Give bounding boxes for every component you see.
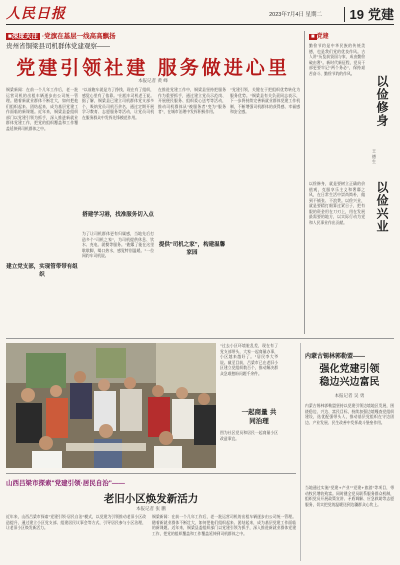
right-article-kicker: 内蒙古锡林郭勒盟—— [305, 354, 366, 360]
feature-kicker [6, 31, 116, 40]
bottom-article-kicker: 山西吕梁市探索"党建引领·居民自治"—— [6, 480, 125, 487]
feature-column-4: "党建引领，关键在于把组织优势转化为服务优势。"铜梁县有关负责同志表示，下一步将持续完善新就业群体党建工作机制，不断增强司机群体的获得感、幸福感和安全感。 [230, 87, 300, 114]
kicker-text: ·党旗在基层一线高高飘扬 [41, 33, 116, 40]
feature-column-2: "以前跑车就是为了挣钱，现在有了组织，感觉心里有了依靠。"出租车司机老王说。据了解，铜梁县已建立司机群体党支部多个，吸纳党员司机百余名，通过定期开展学习教育、志愿服务等活动，让党员司机在服务群众中发挥先锋模范作用。 [82, 87, 154, 120]
right-article-headline-line1: 强化党建引领 [319, 364, 380, 375]
commentary-label-tag: ■ [311, 34, 315, 40]
bottom-subtitle: 一起商量 共同治理 [241, 408, 277, 425]
right-article-headline [305, 363, 394, 389]
right-article-headline-line2: 稳边兴边富民 [319, 377, 380, 388]
feature-column-2b: 为了让司机群体更有归属感，当地先后打造多个"司机之家"，为司机提供休息、饮水、充电、就餐等服务。"跑累了能在这里歇歇脚，喝口热水，感觉特别温暖。"一位网约车司机说。 [82, 231, 154, 258]
feature-article [6, 31, 300, 334]
commentary-column [304, 31, 394, 334]
section-name: 党建 [367, 7, 394, 22]
bottom-article-body-2: 铜梁新闻：在前一个几年工作后，老一批运营司机的出租车辆逐步由公司统一管理。随着新就业群体不断壮大，如何把他们组织起来、团结起来，成为基层党建工作面临的新课题。近年来，铜梁县委组织部门以党建引领为抓手，深入推进新就业群体党建工作，把党的组织覆盖和工作覆盖延伸到司机群体之中。 [152, 514, 296, 536]
issue-date: 2023年7月4日 星期二 [269, 12, 322, 18]
page-number: 19 [344, 7, 364, 22]
feature-subtitle-3: 提供"司机之家"，构建温馨家园 [158, 242, 226, 256]
photo-caption: 图为社区党员和居民一起商量小区改造事宜。 [220, 430, 278, 441]
bottom-body-right-1: "过去小区环境脏乱差，现在有了党支部带头，大家一起商量办事，小区越来越好了。"居民李大爷说。截至目前，吕梁市已在老旧小区建立党组织数百个，推动解决群众急难愁盼问题千余件。 [220, 343, 278, 376]
feature-column-1: 铜梁新闻：在前一个几年工作后，老一批运营司机的出租车辆逐步由公司统一管理。随着新就业群体不断壮大，如何把他们组织起来、团结起来，成为基层党建工作面临的新课题。近年来，铜梁县委组织部门以党建引领为抓手，深入推进新就业群体党建工作，把党的组织覆盖和工作覆盖延伸到司机群体之中。 [6, 87, 78, 131]
masthead [6, 3, 394, 25]
feature-byline: 本报记者 黄 峰 [138, 79, 168, 84]
page-header [344, 4, 394, 23]
commentary-body-1: 勤俭节约是中华民族的传统美德，也是我们党的优良作风。古人讲"历览前贤国与家，成由勤俭破由奢"。新时代新征程，党员干部更要牢记"两个务必"，保持艰苦奋斗、勤俭节约的作风。 [309, 43, 365, 76]
commentary-label [309, 31, 329, 40]
news-photo [6, 343, 216, 468]
right-article-body-1: 内蒙古锡林郭勒盟坚持以党建引领边境地区发展，围绕稳边、兴边、富民目标，持续加强边境嘎查党组织建设，选优配强带头人，推动基层党组织在守边固边、产业发展、民生改善中发挥战斗堡垒作用。 [305, 403, 394, 425]
photo-illustration [6, 343, 216, 468]
newspaper-logo: 人民日报 [6, 6, 66, 22]
feature-column-3: 在推进党建工作中，铜梁县坚持把服务作为重要抓手，通过建立党员示范岗、开展便民服务、组织爱心送考等活动，推动司机群体从"被服务者"变为"服务者"，在城市治理中发挥积极作用。 [158, 87, 226, 114]
right-article-byline: 本报记者 吴 勇 [334, 394, 365, 399]
feature-subhead: 贵州省铜梁县司机群体党建观察—— [6, 43, 110, 50]
column-rule [300, 343, 301, 561]
bottom-article-headline: 老旧小区焕发新活力 [103, 493, 199, 505]
bottom-divider [6, 473, 296, 474]
commentary-author: 王 德 生 [372, 149, 377, 164]
kicker-tag: ■深度关注 [8, 33, 38, 40]
feature-subtitle-1: 搭建学习港，找准服务切入点 [82, 212, 154, 218]
bottom-article-body-1: 近年来，山西吕梁市探索"党建引领·居民自治"模式，以党建为引领推动老旧小区改造提升，通过建立小区党支部、组建居民议事会等方式，引导居民参与小区治理，让老旧小区焕发新活力。 [6, 514, 146, 530]
bottom-article-byline: 本报记者 张 鹏 [136, 507, 166, 512]
feature-headline: 党建引领社建 服务做进心里 [16, 57, 290, 79]
commentary-title-1: 以俭修身 [375, 75, 389, 127]
feature-subtitle-2: 建立党支部，实现管带带有组织 [6, 264, 78, 278]
right-article-body-2: 当地通过实施"党建+产业""党建+旅游"等项目，带动牧民增收致富。同时健全党员联系服务群众机制，组织党员开展政策宣讲、矛盾调解、应急救助等志愿服务，切实把党的温暖送到边疆群众心坎上。 [305, 485, 394, 507]
commentary-body-2: 以俭修身，就是要树立正确的价值观，克服享乐主义和奢靡之风，在日常生活中崇尚简朴，做到不铺张、不浪费。以俭兴业，就是要精打细算过紧日子，把有限的资金用在刀刃上，用在发展最需要的地方，以实际行动为党和人民事业作出贡献。 [309, 181, 365, 225]
commentary-title-2: 以俭兴业 [375, 181, 389, 233]
section-divider [6, 338, 394, 339]
commentary-label-text: 党建 [316, 34, 329, 40]
